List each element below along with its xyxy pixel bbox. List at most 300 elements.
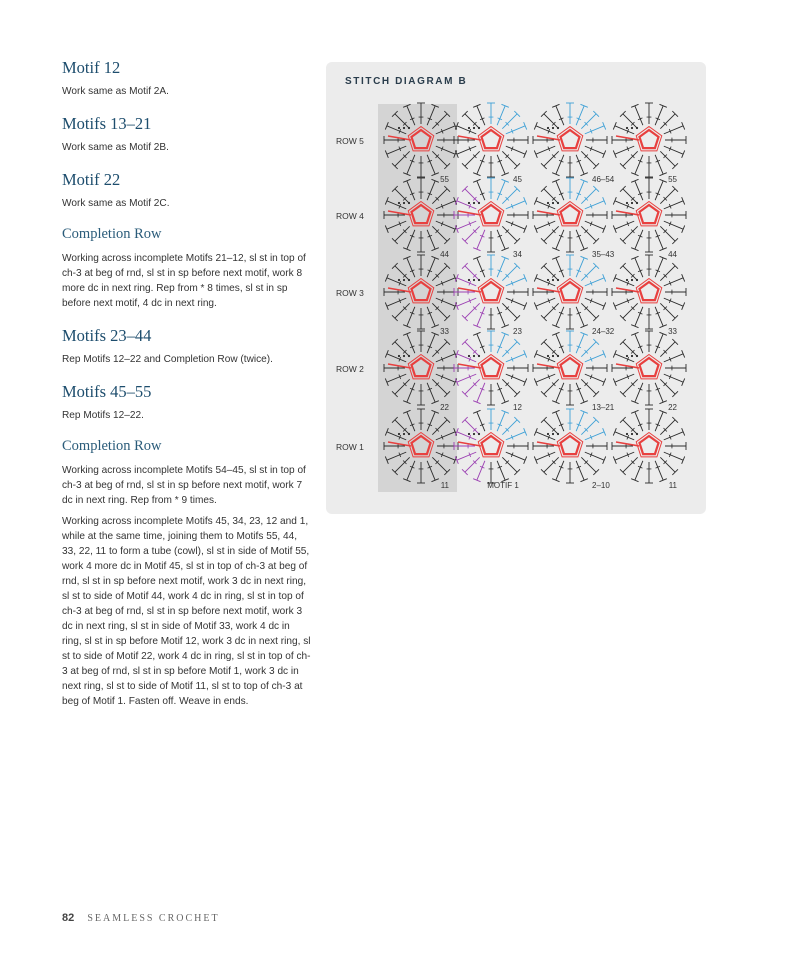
slip-stitch-dot — [626, 279, 628, 281]
dc-stitch-symbol — [664, 354, 683, 362]
slip-stitch-dot — [398, 279, 400, 281]
slip-stitch-dot — [403, 355, 405, 357]
motif-number-label: 46–54 — [592, 175, 615, 184]
dc-stitch-symbol — [506, 452, 525, 460]
dc-stitch-symbol — [477, 461, 485, 480]
slip-stitch-dot — [631, 433, 633, 435]
chain-tail — [616, 211, 639, 215]
dc-stitch-symbol — [477, 307, 485, 326]
dc-stitch-symbol — [502, 303, 517, 318]
slip-stitch-dot — [403, 202, 405, 204]
dc-stitch-symbol — [585, 278, 604, 286]
dc-stitch-symbol — [576, 230, 584, 249]
dc-stitch-symbol — [655, 307, 663, 326]
dc-stitch-symbol — [497, 258, 505, 277]
instruction-paragraph: Working across incomplete Motifs 45, 34, 23, 12 and 1, while at the same time, joining them to Motifs 55, 44, 33, 22, 11 to form a tube (cowl), sl st in side of Motif 55, work 4 more dc in Motif 45, sl st in top of ch-3 at beg of rnd, sl st in sp before next motif, work 3 dc in next ring, sl st to side of Motif 44, work 4 dc in ring, sl st in top of ch-3 at beg of rnd, sl st in sp before next motif, work 3 dc in next ring, sl st in side of Motif 33, work 4 dc in ring, sl st in sp before Motif 12, work 3 dc in next ring, sl st to side of Motif 22, work 4 dc in ring, sl st in top of ch-3 at beg of rnd, sl st in sp before Motif 1, work 3 dc in next ring, sl st to side of Motif 11, sl st to top of ch-3 at beg of Motif 1. Fasten off. Weave in ends. — [62, 516, 311, 707]
dc-stitch-symbol — [556, 334, 564, 353]
dc-stitch-symbol — [465, 457, 480, 472]
instruction-paragraph: Rep Motifs 12–22. — [62, 410, 144, 421]
dc-stitch-symbol — [576, 412, 584, 431]
dc-stitch-symbol — [585, 126, 604, 134]
dc-stitch-symbol — [497, 155, 505, 174]
slip-stitch-dot — [398, 127, 400, 129]
dc-stitch-symbol — [615, 354, 634, 362]
motif-number-label: 22 — [440, 403, 449, 412]
slip-stitch-dot — [478, 355, 480, 357]
chain-tail — [458, 442, 481, 446]
dc-stitch-symbol — [660, 189, 675, 204]
dc-stitch-symbol — [536, 432, 555, 440]
dc-stitch-symbol — [576, 155, 584, 174]
dc-stitch-symbol — [536, 278, 555, 286]
dc-stitch-symbol — [581, 457, 596, 472]
motif-number-label: 35–43 — [592, 250, 615, 259]
slip-stitch-dot — [408, 355, 410, 357]
dc-stitch-symbol — [615, 278, 634, 286]
slip-stitch-dot — [557, 279, 559, 281]
dc-stitch-symbol — [556, 461, 564, 480]
dc-stitch-symbol — [544, 303, 559, 318]
motif-number-label: 33 — [668, 327, 677, 336]
dc-stitch-symbol — [497, 106, 505, 125]
chain-tail — [537, 136, 560, 140]
instruction-paragraph: Rep Motifs 12–22 and Completion Row (twice). — [62, 354, 273, 365]
dc-stitch-symbol — [506, 278, 525, 286]
slip-stitch-dot — [631, 355, 633, 357]
dc-stitch-symbol — [655, 106, 663, 125]
dc-stitch-symbol — [506, 221, 525, 229]
ring-pentagon — [561, 436, 580, 454]
slip-stitch-dot — [398, 355, 400, 357]
dc-stitch-symbol — [544, 420, 559, 435]
instruction-paragraph: Work same as Motif 2C. — [62, 198, 170, 209]
motif-number-label: 34 — [513, 250, 522, 259]
chain-tail — [616, 288, 639, 292]
dc-stitch-symbol — [544, 226, 559, 241]
dc-stitch-symbol — [660, 151, 675, 166]
slip-stitch-dot — [473, 279, 475, 281]
slip-stitch-dot — [552, 279, 554, 281]
slip-stitch-dot — [557, 127, 559, 129]
motif-number-label: 11 — [440, 481, 449, 490]
dc-stitch-symbol — [457, 146, 476, 154]
book-title: SEAMLESS CROCHET — [87, 913, 220, 924]
dc-stitch-symbol — [615, 298, 634, 306]
slip-stitch-dot — [478, 127, 480, 129]
dc-stitch-symbol — [576, 307, 584, 326]
dc-stitch-symbol — [623, 189, 638, 204]
dc-stitch-symbol — [581, 189, 596, 204]
motif-number-label: 2–10 — [592, 481, 610, 490]
row-label: ROW 3 — [336, 288, 364, 298]
dc-stitch-symbol — [556, 230, 564, 249]
dc-stitch-symbol — [660, 420, 675, 435]
completion-row-heading: Completion Row — [62, 438, 162, 454]
dc-stitch-symbol — [615, 221, 634, 229]
dc-stitch-symbol — [576, 383, 584, 402]
row-label: ROW 4 — [336, 211, 364, 221]
dc-stitch-symbol — [655, 383, 663, 402]
dc-stitch-symbol — [556, 383, 564, 402]
dc-stitch-symbol — [497, 334, 505, 353]
motif-number-label: 55 — [440, 175, 449, 184]
slip-stitch-dot — [408, 127, 410, 129]
slip-stitch-dot — [478, 433, 480, 435]
dc-stitch-symbol — [556, 106, 564, 125]
slip-stitch-dot — [547, 127, 549, 129]
slip-stitch-dot — [468, 279, 470, 281]
motif-heading: Motif 12 — [62, 58, 121, 77]
dc-stitch-symbol — [660, 303, 675, 318]
dc-stitch-symbol — [615, 126, 634, 134]
slip-stitch-dot — [403, 127, 405, 129]
dc-stitch-symbol — [544, 457, 559, 472]
dc-stitch-symbol — [556, 181, 564, 200]
dc-stitch-symbol — [655, 258, 663, 277]
slip-stitch-dot — [473, 355, 475, 357]
dc-stitch-symbol — [623, 114, 638, 129]
dc-stitch-symbol — [536, 201, 555, 209]
dc-stitch-symbol — [556, 307, 564, 326]
dc-stitch-symbol — [664, 452, 683, 460]
dc-stitch-symbol — [581, 226, 596, 241]
ring-pentagon — [561, 205, 580, 223]
dc-stitch-symbol — [664, 432, 683, 440]
ring-pentagon — [640, 436, 659, 454]
chain-tail — [537, 211, 560, 215]
dc-stitch-symbol — [635, 412, 643, 431]
dc-stitch-symbol — [506, 354, 525, 362]
motif-number-label: 44 — [440, 250, 449, 259]
dc-stitch-symbol — [502, 266, 517, 281]
dc-stitch-symbol — [664, 126, 683, 134]
dc-stitch-symbol — [457, 278, 476, 286]
dc-stitch-symbol — [635, 155, 643, 174]
dc-stitch-symbol — [497, 307, 505, 326]
dc-stitch-symbol — [581, 303, 596, 318]
dc-stitch-symbol — [465, 151, 480, 166]
motif-number-label: 45 — [513, 175, 522, 184]
slip-stitch-dot — [557, 355, 559, 357]
dc-stitch-symbol — [585, 298, 604, 306]
slip-stitch-dot — [473, 202, 475, 204]
motif-number-label: 44 — [668, 250, 677, 259]
dc-stitch-symbol — [655, 181, 663, 200]
slip-stitch-dot — [547, 279, 549, 281]
chain-tail — [537, 364, 560, 368]
dc-stitch-symbol — [635, 461, 643, 480]
dc-stitch-symbol — [457, 452, 476, 460]
dc-stitch-symbol — [457, 432, 476, 440]
slip-stitch-dot — [636, 355, 638, 357]
dc-stitch-symbol — [536, 221, 555, 229]
motif-heading: Motifs 13–21 — [62, 114, 152, 133]
dc-stitch-symbol — [585, 374, 604, 382]
dc-stitch-symbol — [497, 181, 505, 200]
diagram-title: STITCH DIAGRAM B — [345, 76, 468, 87]
dc-stitch-symbol — [506, 298, 525, 306]
slip-stitch-dot — [398, 433, 400, 435]
slip-stitch-dot — [626, 127, 628, 129]
dc-stitch-symbol — [623, 379, 638, 394]
ring-pentagon — [640, 205, 659, 223]
ring-pentagon — [640, 282, 659, 300]
slip-stitch-dot — [408, 202, 410, 204]
dc-stitch-symbol — [457, 126, 476, 134]
slip-stitch-dot — [552, 202, 554, 204]
dc-stitch-symbol — [506, 126, 525, 134]
dc-stitch-symbol — [655, 155, 663, 174]
motif-number-label: MOTIF 1 — [487, 481, 519, 490]
dc-stitch-symbol — [585, 201, 604, 209]
motif-heading: Motifs 45–55 — [62, 382, 152, 401]
slip-stitch-dot — [552, 127, 554, 129]
dc-stitch-symbol — [506, 201, 525, 209]
ring-pentagon — [561, 282, 580, 300]
instruction-paragraph: Work same as Motif 2A. — [62, 86, 169, 97]
slip-stitch-dot — [636, 202, 638, 204]
dc-stitch-symbol — [465, 114, 480, 129]
slip-stitch-dot — [636, 433, 638, 435]
dc-stitch-symbol — [635, 230, 643, 249]
slip-stitch-dot — [626, 355, 628, 357]
slip-stitch-dot — [403, 279, 405, 281]
slip-stitch-dot — [478, 279, 480, 281]
dc-stitch-symbol — [581, 342, 596, 357]
dc-stitch-symbol — [576, 106, 584, 125]
row-label: ROW 5 — [336, 136, 364, 146]
dc-stitch-symbol — [664, 221, 683, 229]
dc-stitch-symbol — [585, 146, 604, 154]
chain-tail — [458, 136, 481, 140]
dc-stitch-symbol — [497, 412, 505, 431]
dc-stitch-symbol — [556, 412, 564, 431]
dc-stitch-symbol — [664, 146, 683, 154]
shaded-column — [378, 104, 457, 492]
instruction-paragraph: Working across incomplete Motifs 54–45, sl st in top of ch-3 at beg of rnd, sl st in sp before next motif, work 7 dc in next ring. Rep from * 9 times. — [62, 465, 306, 506]
dc-stitch-symbol — [576, 461, 584, 480]
motif-number-label: 22 — [668, 403, 677, 412]
chain-tail — [616, 442, 639, 446]
dc-stitch-symbol — [556, 155, 564, 174]
slip-stitch-dot — [626, 433, 628, 435]
dc-stitch-symbol — [615, 201, 634, 209]
dc-stitch-symbol — [497, 461, 505, 480]
ring-pentagon — [561, 130, 580, 148]
dc-stitch-symbol — [477, 106, 485, 125]
motif-heading: Motif 22 — [62, 170, 121, 189]
slip-stitch-dot — [547, 202, 549, 204]
motif-number-label: 12 — [513, 403, 522, 412]
dc-stitch-symbol — [457, 354, 476, 362]
dc-stitch-symbol — [635, 307, 643, 326]
ring-pentagon — [482, 282, 501, 300]
dc-stitch-symbol — [502, 457, 517, 472]
dc-stitch-symbol — [576, 334, 584, 353]
slip-stitch-dot — [473, 127, 475, 129]
ring-pentagon — [640, 358, 659, 376]
dc-stitch-symbol — [465, 420, 480, 435]
slip-stitch-dot — [408, 433, 410, 435]
slip-stitch-dot — [631, 202, 633, 204]
slip-stitch-dot — [552, 433, 554, 435]
dc-stitch-symbol — [477, 181, 485, 200]
dc-stitch-symbol — [635, 383, 643, 402]
dc-stitch-symbol — [477, 258, 485, 277]
dc-stitch-symbol — [615, 374, 634, 382]
row-label: ROW 2 — [336, 364, 364, 374]
slip-stitch-dot — [468, 127, 470, 129]
dc-stitch-symbol — [664, 298, 683, 306]
chain-tail — [458, 211, 481, 215]
dc-stitch-symbol — [477, 334, 485, 353]
motif-heading: Motifs 23–44 — [62, 326, 152, 345]
dc-stitch-symbol — [502, 189, 517, 204]
motif-number-label: 33 — [440, 327, 449, 336]
dc-stitch-symbol — [623, 151, 638, 166]
instruction-paragraph: Working across incomplete Motifs 21–12, sl st in top of ch-3 at beg of rnd, sl st in sp before next motif, work 8 more dc in next ring. Rep from * 8 times, sl st in sp before next motif, 4 dc in next ring. — [62, 253, 306, 309]
dc-stitch-symbol — [623, 266, 638, 281]
slip-stitch-dot — [408, 279, 410, 281]
dc-stitch-symbol — [655, 334, 663, 353]
dc-stitch-symbol — [506, 374, 525, 382]
chain-tail — [616, 364, 639, 368]
dc-stitch-symbol — [544, 189, 559, 204]
chain-tail — [537, 288, 560, 292]
dc-stitch-symbol — [536, 146, 555, 154]
dc-stitch-symbol — [660, 226, 675, 241]
dc-stitch-symbol — [536, 126, 555, 134]
dc-stitch-symbol — [585, 432, 604, 440]
dc-stitch-symbol — [457, 374, 476, 382]
slip-stitch-dot — [473, 433, 475, 435]
dc-stitch-symbol — [655, 461, 663, 480]
dc-stitch-symbol — [585, 452, 604, 460]
dc-stitch-symbol — [623, 457, 638, 472]
dc-stitch-symbol — [623, 420, 638, 435]
slip-stitch-dot — [468, 202, 470, 204]
dc-stitch-symbol — [477, 383, 485, 402]
dc-stitch-symbol — [664, 201, 683, 209]
dc-stitch-symbol — [576, 181, 584, 200]
dc-stitch-symbol — [623, 226, 638, 241]
slip-stitch-dot — [398, 202, 400, 204]
dc-stitch-symbol — [655, 230, 663, 249]
dc-stitch-symbol — [581, 379, 596, 394]
ring-pentagon — [482, 205, 501, 223]
dc-stitch-symbol — [660, 379, 675, 394]
page-footer — [62, 912, 220, 924]
instruction-paragraph: Work same as Motif 2B. — [62, 142, 169, 153]
dc-stitch-symbol — [502, 151, 517, 166]
slip-stitch-dot — [478, 202, 480, 204]
motif-number-label: 55 — [668, 175, 677, 184]
dc-stitch-symbol — [581, 114, 596, 129]
slip-stitch-dot — [547, 433, 549, 435]
dc-stitch-symbol — [664, 374, 683, 382]
dc-stitch-symbol — [457, 298, 476, 306]
slip-stitch-dot — [547, 355, 549, 357]
slip-stitch-dot — [468, 433, 470, 435]
dc-stitch-symbol — [615, 452, 634, 460]
dc-stitch-symbol — [544, 114, 559, 129]
dc-stitch-symbol — [457, 221, 476, 229]
dc-stitch-symbol — [635, 181, 643, 200]
chain-tail — [458, 288, 481, 292]
ring-pentagon — [482, 130, 501, 148]
ring-pentagon — [482, 358, 501, 376]
ring-pentagon — [482, 436, 501, 454]
dc-stitch-symbol — [635, 106, 643, 125]
slip-stitch-dot — [631, 279, 633, 281]
dc-stitch-symbol — [502, 226, 517, 241]
dc-stitch-symbol — [457, 201, 476, 209]
dc-stitch-symbol — [506, 146, 525, 154]
dc-stitch-symbol — [544, 379, 559, 394]
slip-stitch-dot — [403, 433, 405, 435]
dc-stitch-symbol — [477, 155, 485, 174]
dc-stitch-symbol — [465, 303, 480, 318]
dc-stitch-symbol — [664, 278, 683, 286]
dc-stitch-symbol — [465, 342, 480, 357]
slip-stitch-dot — [557, 202, 559, 204]
dc-stitch-symbol — [502, 342, 517, 357]
page-number: 82 — [62, 912, 75, 924]
dc-stitch-symbol — [477, 412, 485, 431]
dc-stitch-symbol — [623, 342, 638, 357]
dc-stitch-symbol — [465, 226, 480, 241]
dc-stitch-symbol — [581, 151, 596, 166]
dc-stitch-symbol — [660, 114, 675, 129]
dc-stitch-symbol — [465, 379, 480, 394]
dc-stitch-symbol — [465, 189, 480, 204]
chain-tail — [458, 364, 481, 368]
dc-stitch-symbol — [635, 258, 643, 277]
dc-stitch-symbol — [635, 334, 643, 353]
dc-stitch-symbol — [623, 303, 638, 318]
completion-row-heading: Completion Row — [62, 226, 162, 242]
dc-stitch-symbol — [576, 258, 584, 277]
dc-stitch-symbol — [544, 342, 559, 357]
row-label: ROW 1 — [336, 442, 364, 452]
slip-stitch-dot — [636, 127, 638, 129]
dc-stitch-symbol — [497, 383, 505, 402]
dc-stitch-symbol — [581, 266, 596, 281]
stitch-diagram — [326, 62, 706, 514]
dc-stitch-symbol — [506, 432, 525, 440]
dc-stitch-symbol — [536, 298, 555, 306]
dc-stitch-symbol — [615, 146, 634, 154]
dc-stitch-symbol — [536, 452, 555, 460]
instructions-column — [62, 58, 312, 724]
slip-stitch-dot — [626, 202, 628, 204]
motif-number-label: 23 — [513, 327, 522, 336]
dc-stitch-symbol — [544, 151, 559, 166]
dc-stitch-symbol — [465, 266, 480, 281]
dc-stitch-symbol — [536, 374, 555, 382]
dc-stitch-symbol — [502, 379, 517, 394]
slip-stitch-dot — [468, 355, 470, 357]
slip-stitch-dot — [636, 279, 638, 281]
motif-number-label: 11 — [668, 481, 677, 490]
dc-stitch-symbol — [556, 258, 564, 277]
dc-stitch-symbol — [477, 230, 485, 249]
ring-pentagon — [561, 358, 580, 376]
ring-pentagon — [640, 130, 659, 148]
dc-stitch-symbol — [497, 230, 505, 249]
dc-stitch-symbol — [655, 412, 663, 431]
dc-stitch-symbol — [615, 432, 634, 440]
